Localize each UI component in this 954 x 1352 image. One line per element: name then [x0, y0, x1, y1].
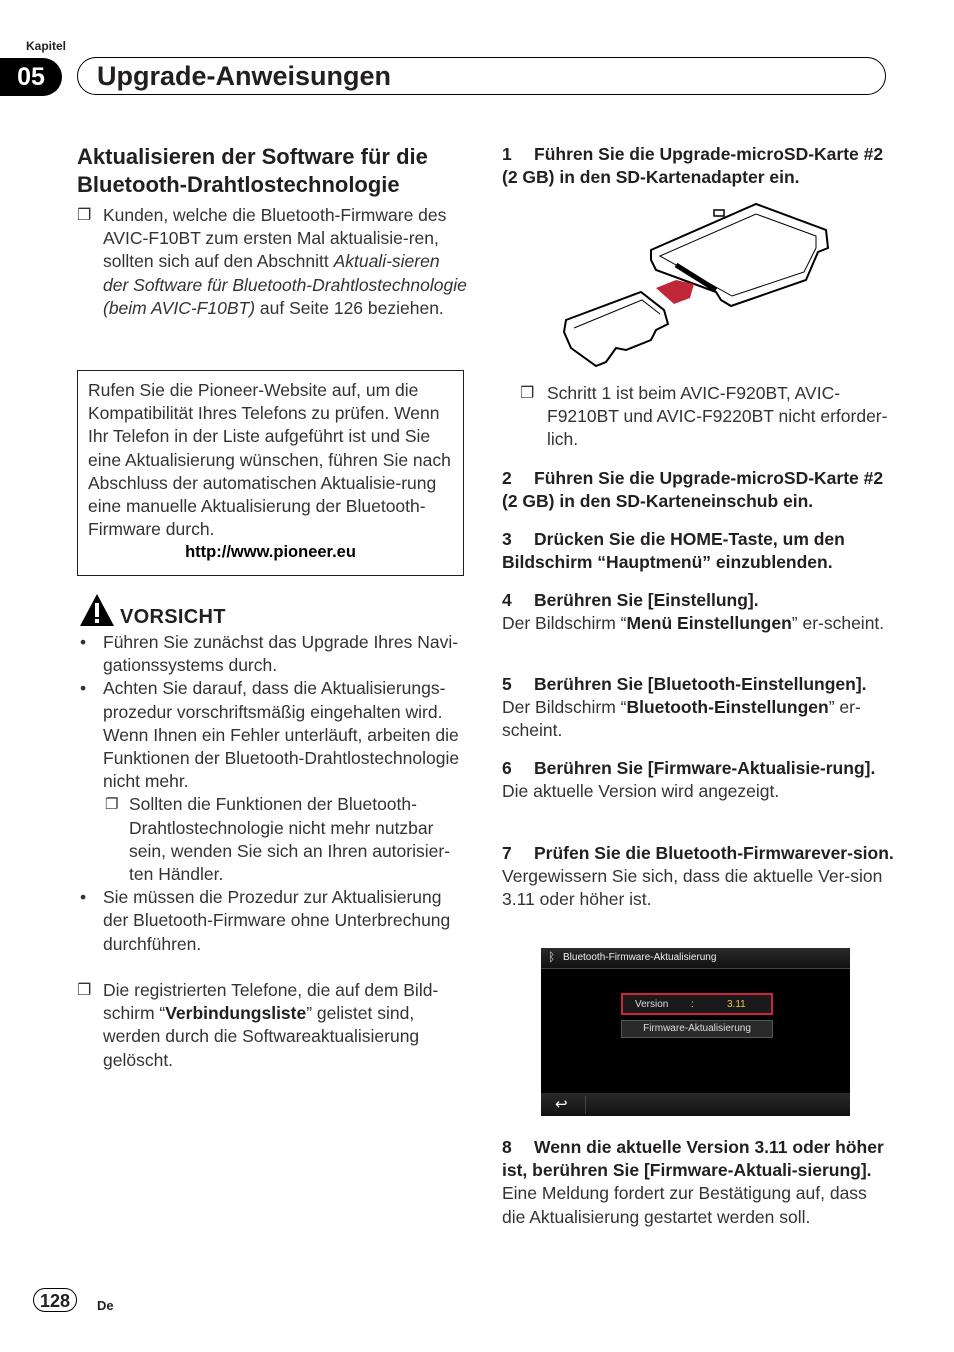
note-first-update: [77, 204, 467, 320]
warning-item: • Führen Sie zunächst das Upgrade Ihres Navi-gationssystems durch.: [80, 632, 459, 676]
warning-item: • Sie müssen die Prozedur zur Aktualisierung der Bluetooth-Firmware ohne Unterbrechung durchführen.: [80, 887, 451, 954]
note1-reference: Aktuali-sieren der Software für Bluetooth-Drahtlostechnologie (beim AVIC-F10BT): [103, 251, 467, 318]
version-label: Version: [635, 999, 669, 1010]
chapter-label: Kapitel: [26, 39, 67, 53]
page-number: 128: [33, 1288, 77, 1312]
warning-item-text: Achten Sie darauf, dass die Aktualisierungs-prozedur vorschriftsmäßig eingehalten wird. Wenn Ihnen ein Fehler unterläuft, arbeiten die Funktionen der Bluetooth-Drahtlostechnologie nicht mehr.: [103, 678, 460, 792]
screen-title: Bluetooth-Firmware-Aktualisierung: [563, 952, 717, 963]
step-6-text: Berühren Sie [Firmware-Aktualisie-rung].: [534, 758, 876, 778]
step-1: 1 Führen Sie die Upgrade-microSD-Karte #2 (2 GB) in den SD-Kartenadapter ein.: [502, 144, 884, 188]
step-7-text: Prüfen Sie die Bluetooth-Firmwarever-sion.: [534, 843, 894, 863]
step-7: 7 Prüfen Sie die Bluetooth-Firmwarever-sion. Vergewissern Sie sich, dass die aktuelle Ver-sion 3.11 oder höher ist.: [502, 842, 894, 912]
info-box-text: Rufen Sie die Pioneer-Website auf, um die Kompatibilität Ihres Telefons zu prüfen. Wenn Ihr Telefon in der Liste aufgeführt ist und Sie eine Aktualisierung wünschen, führen Sie nach Abschluss der automatischen Aktualisie-rung eine manuelle Aktualisierung der Bluetooth-Firmware durch.: [88, 380, 451, 540]
note3-text: Schritt 1 ist beim AVIC-F920BT, AVIC-F9210BT und AVIC-F9220BT nicht erforder-lich.: [547, 383, 888, 450]
step-6: 6 Berühren Sie [Firmware-Aktualisie-rung]. Die aktuelle Version wird angezeigt.: [502, 757, 894, 803]
bluetooth-icon: ᛒ: [548, 950, 556, 964]
info-box: [77, 370, 464, 576]
warning-item-text: Sie müssen die Prozedur zur Aktualisierung der Bluetooth-Firmware ohne Unterbrechung durchführen.: [103, 887, 451, 954]
note-square-icon: ❐: [77, 207, 92, 224]
step-3: 3 Drücken Sie die HOME-Taste, um den Bildschirm “Hauptmenü” einzublenden.: [502, 529, 845, 573]
warning-title: VORSICHT: [120, 606, 226, 628]
step-8-text: Wenn die aktuelle Version 3.11 oder höher ist, berühren Sie [Firmware-Aktuali-sierung].: [502, 1137, 884, 1181]
step-4: 4 Berühren Sie [Einstellung]. Der Bildschirm “Menü Einstellungen” er-scheint.: [502, 590, 885, 634]
note-square-icon: ❐: [520, 385, 535, 402]
note1-text-a: Kunden, welche die Bluetooth-Firmware des AVIC-F10BT zum ersten Mal aktualisie-ren, sollten sich auf den Abschnitt: [103, 205, 447, 272]
back-icon[interactable]: ↩: [555, 1096, 568, 1113]
note2-text-b: ” gelistet sind, werden durch die Softwareaktualisierung gelöscht.: [103, 1003, 420, 1070]
step-8: 8 Wenn die aktuelle Version 3.11 oder höher ist, berühren Sie [Firmware-Aktuali-sierung]. Eine Meldung fordert zur Bestätigung auf, dass die Aktualisierung gestartet werden soll.: [502, 1136, 894, 1229]
warning-list: [77, 631, 467, 956]
step-7-desc: Vergewissern Sie sich, dass die aktuelle Ver-sion 3.11 oder höher ist.: [502, 866, 883, 910]
screen-name: Menü Einstellungen: [626, 613, 792, 634]
section-title: Aktualisieren der Software für die Bluetooth-Drahtlostechnologie: [77, 144, 428, 197]
note-step1-not-required: [520, 382, 892, 452]
step-4-text: Berühren Sie [Einstellung].: [534, 590, 759, 610]
version-colon: :: [691, 999, 694, 1010]
warning-item-text: Führen Sie zunächst das Upgrade Ihres Navi-gationssystems durch.: [103, 632, 459, 676]
step-2: 2 Führen Sie die Upgrade-microSD-Karte #2 (2 GB) in den SD-Karteneinschub ein.: [502, 468, 884, 512]
note2-text-a: Die registrierten Telefone, die auf dem Bild-schirm “: [103, 980, 439, 1024]
step-1-text: Führen Sie die Upgrade-microSD-Karte #2 (2 GB) in den SD-Kartenadapter ein.: [502, 144, 884, 188]
step-2-text: Führen Sie die Upgrade-microSD-Karte #2 (2 GB) in den SD-Karteneinschub ein.: [502, 468, 884, 512]
step-5-text: Berühren Sie [Bluetooth-Einstellungen].: [534, 674, 867, 694]
step-3-text: Drücken Sie die HOME-Taste, um den Bildschirm “Hauptmenü” einzublenden.: [502, 529, 845, 573]
version-value: 3.11: [727, 999, 746, 1010]
screen-name: Bluetooth-Einstellungen: [626, 697, 829, 718]
chapter-number: 05: [0, 58, 62, 96]
firmware-update-button[interactable]: Firmware-Aktualisierung: [621, 1020, 773, 1038]
screen-footer: [541, 1093, 850, 1116]
pioneer-url[interactable]: http://www.pioneer.eu: [185, 543, 356, 562]
note-registered-phones: [77, 979, 467, 1072]
step-6-desc: Die aktuelle Version wird angezeigt.: [502, 781, 780, 802]
screen-header: [541, 948, 850, 969]
warning-triangle-icon: [78, 592, 116, 633]
note-square-icon: ❐: [105, 796, 119, 814]
step-8-desc: Eine Meldung fordert zur Bestätigung auf, dass die Aktualisierung gestartet werden soll.: [502, 1183, 867, 1227]
step-5: 5 Berühren Sie [Bluetooth-Einstellungen]. Der Bildschirm “Bluetooth-Einstellungen” er-scheint.: [502, 674, 867, 741]
chapter-title: Upgrade-Anweisungen: [97, 61, 392, 91]
language-code: De: [97, 1298, 114, 1313]
note1-text-b: auf Seite 126 beziehen.: [255, 297, 444, 318]
firmware-screen: [541, 948, 850, 1116]
warning-subnote-text: Sollten die Funktionen der Bluetooth-Drahtlostechnologie nicht mehr nutzbar sein, wenden Sie sich an Ihren autorisier-ten Händler.: [129, 794, 451, 885]
warning-item: • Achten Sie darauf, dass die Aktualisierungs-prozedur vorschriftsmäßig eingehalten wird. Wenn Ihnen ein Fehler unterläuft, arbeiten die Funktionen der Bluetooth-Drahtlostechnologie nicht mehr.: [80, 678, 460, 792]
version-field: [621, 993, 773, 1015]
note2-bold: Verbindungsliste: [165, 1003, 307, 1024]
warning-subnote: [77, 793, 467, 886]
note-square-icon: ❐: [77, 982, 92, 999]
sd-card-illustration: [556, 200, 836, 370]
